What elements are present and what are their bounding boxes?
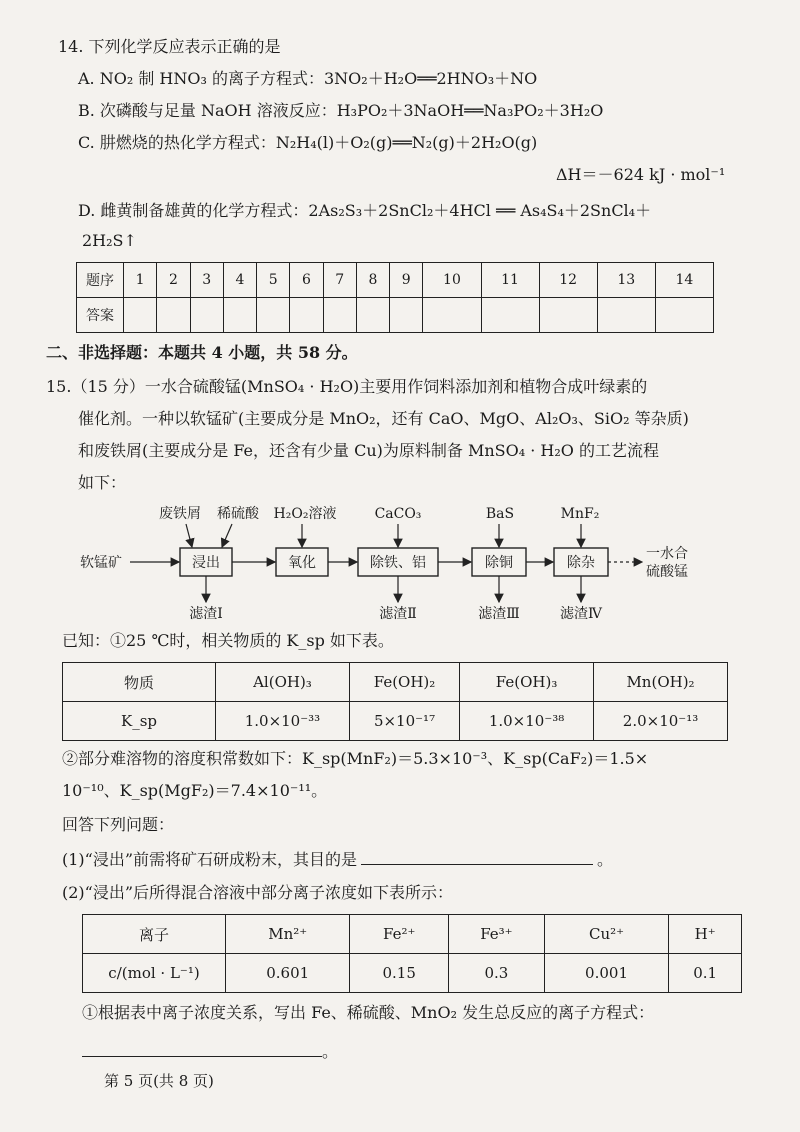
flow-input-caco3: CaCO₃ — [374, 506, 422, 522]
answer-cell-number: 13 — [597, 263, 655, 298]
answer-prompt: 回答下列问题： — [62, 815, 175, 834]
flow-product-line2: 硫酸锰 — [646, 564, 688, 580]
ion-header-cell: Fe³⁺ — [448, 915, 544, 954]
ion-header-cell: Fe²⁺ — [350, 915, 449, 954]
ksp-header-cell: Fe(OH)₂ — [349, 663, 459, 702]
ion-value-cell: 0.3 — [448, 954, 544, 993]
flow-residue-3: 滤渣Ⅲ — [478, 606, 520, 622]
flow-box-leaching-label: 浸出 — [192, 555, 220, 571]
answer-cell-number: 2 — [157, 263, 190, 298]
subquestion-2: (2)“浸出”后所得混合溶液中部分离子浓度如下表所示： — [62, 883, 454, 902]
flow-input-bas: BaS — [485, 506, 515, 522]
ion-value-cell: 0.001 — [544, 954, 668, 993]
known-condition-2-line1: ②部分难溶物的溶度积常数如下：K_sp(MnF₂)＝5.3×10⁻³、K_sp(CaF₂)＝1.5× — [62, 749, 649, 768]
q15-paragraph-line2: 催化剂。一种以软锰矿(主要成分是 MnO₂，还有 CaO、MgO、Al₂O₃、SiO₂ 等杂质) — [78, 409, 689, 428]
ksp-header-cell: 物质 — [63, 663, 216, 702]
answer-cell[interactable] — [539, 298, 597, 333]
answer-cell-number: 9 — [390, 263, 423, 298]
answer-cell-number: 11 — [481, 263, 539, 298]
answer-cell[interactable] — [257, 298, 290, 333]
answer-cell-number: 7 — [323, 263, 356, 298]
subquestion-2-1-answer-blank[interactable] — [82, 1040, 322, 1057]
answer-cell[interactable] — [323, 298, 356, 333]
known-condition-1: 已知：①25 ℃时，相关物质的 K_sp 如下表。 — [62, 631, 394, 650]
answer-cell-number: 14 — [655, 263, 713, 298]
answer-table-header-row — [77, 263, 714, 298]
answer-table-answer-row — [77, 298, 714, 333]
q15-paragraph-line4: 如下： — [78, 473, 127, 492]
flow-input-h2o2: H₂O₂溶液 — [273, 506, 337, 522]
subquestion-1-text: (1)“浸出”前需将矿石研成粉末，其目的是 — [62, 850, 358, 869]
answer-cell[interactable] — [223, 298, 256, 333]
answer-table — [76, 262, 714, 333]
subquestion-1-period: 。 — [597, 850, 614, 869]
answer-cell[interactable] — [356, 298, 389, 333]
answer-table-label: 答案 — [77, 298, 124, 333]
q14-option-d-line1: D. 雌黄制备雄黄的化学方程式：2As₂S₃＋2SnCl₂＋4HCl ══ As₄S₄＋2SnCl₄＋ — [78, 201, 652, 220]
flow-product-line1: 一水合 — [646, 546, 688, 562]
flow-box-remove-impurity-label: 除杂 — [567, 555, 595, 571]
flow-box-oxidation-label: 氧化 — [288, 555, 316, 571]
subquestion-2-1-period: 。 — [322, 1042, 339, 1061]
answer-cell[interactable] — [290, 298, 323, 333]
answer-cell-number: 3 — [190, 263, 223, 298]
answer-cell[interactable] — [390, 298, 423, 333]
ion-table-value-row — [83, 954, 742, 993]
answer-cell-number: 10 — [423, 263, 481, 298]
answer-cell[interactable] — [124, 298, 157, 333]
q15-paragraph-line3: 和废铁屑(主要成分是 Fe，还含有少量 Cu)为原料制备 MnSO₄ · H₂O 的工艺流程 — [78, 441, 659, 460]
ksp-table-value-row — [63, 702, 728, 741]
answer-cell-number: 12 — [539, 263, 597, 298]
q14-option-c-enthalpy: ΔH＝－624 kJ · mol⁻¹ — [556, 165, 726, 184]
flow-residue-2: 滤渣Ⅱ — [379, 606, 417, 622]
subquestion-2-1-answer-line — [82, 1040, 338, 1063]
q14-option-a: A. NO₂ 制 HNO₃ 的离子方程式：3NO₂＋H₂O══2HNO₃＋NO — [78, 69, 538, 88]
page-footer: 第 5 页(共 8 页) — [104, 1072, 214, 1090]
ksp-table-header-row — [63, 663, 728, 702]
answer-cell[interactable] — [655, 298, 713, 333]
ksp-header-cell: Fe(OH)₃ — [460, 663, 594, 702]
ion-header-cell: 离子 — [83, 915, 226, 954]
q15-paragraph-line1: 15.（15 分）一水合硫酸锰(MnSO₄ · H₂O)主要用作饲料添加剂和植物合成叶绿素的 — [46, 377, 648, 396]
ion-header-cell: Cu²⁺ — [544, 915, 668, 954]
q14-option-b: B. 次磷酸与足量 NaOH 溶液反应：H₃PO₂＋3NaOH══Na₃PO₂＋3H₂O — [78, 101, 604, 120]
answer-cell-number: 8 — [356, 263, 389, 298]
ion-value-cell: c/(mol · L⁻¹) — [83, 954, 226, 993]
ion-value-cell: 0.1 — [669, 954, 742, 993]
flow-input-mnf2: MnF₂ — [560, 506, 600, 522]
q14-option-d-line2: 2H₂S↑ — [82, 231, 137, 250]
section-heading: 二、非选择题：本题共 4 小题，共 58 分。 — [46, 343, 358, 362]
answer-cell[interactable] — [481, 298, 539, 333]
ion-concentration-table — [82, 914, 742, 993]
ksp-value-cell: 1.0×10⁻³³ — [216, 702, 350, 741]
ion-header-cell: Mn²⁺ — [226, 915, 350, 954]
answer-cell-number: 1 — [124, 263, 157, 298]
answer-cell[interactable] — [157, 298, 190, 333]
flow-residue-1: 滤渣Ⅰ — [189, 606, 223, 622]
ksp-value-cell: 5×10⁻¹⁷ — [349, 702, 459, 741]
flow-start-pyrolusite: 软锰矿 — [80, 555, 122, 571]
ion-value-cell: 0.15 — [350, 954, 449, 993]
flow-input-dilute-h2so4: 稀硫酸 — [217, 506, 259, 522]
ksp-header-cell: Mn(OH)₂ — [594, 663, 728, 702]
known-condition-2-line2: 10⁻¹⁰、K_sp(MgF₂)＝7.4×10⁻¹¹。 — [62, 781, 328, 800]
ksp-header-cell: Al(OH)₃ — [216, 663, 350, 702]
answer-cell[interactable] — [190, 298, 223, 333]
flow-box-remove-fe-al-label: 除铁、铝 — [370, 555, 426, 571]
ksp-value-cell: 2.0×10⁻¹³ — [594, 702, 728, 741]
answer-cell-number: 6 — [290, 263, 323, 298]
answer-cell[interactable] — [597, 298, 655, 333]
ksp-table — [62, 662, 728, 741]
process-flow-diagram — [80, 500, 720, 630]
flow-residue-4: 滤渣Ⅳ — [560, 606, 602, 622]
subquestion-1 — [62, 848, 613, 871]
ion-header-cell: H⁺ — [669, 915, 742, 954]
flow-input-scrap-iron: 废铁屑 — [159, 506, 201, 522]
ion-table-header-row — [83, 915, 742, 954]
ion-value-cell: 0.601 — [226, 954, 350, 993]
subquestion-2-1: ①根据表中离子浓度关系，写出 Fe、稀硫酸、MnO₂ 发生总反应的离子方程式： — [82, 1003, 655, 1022]
answer-cell-number: 5 — [257, 263, 290, 298]
ksp-value-cell: 1.0×10⁻³⁸ — [460, 702, 594, 741]
flow-box-remove-cu-label: 除铜 — [485, 555, 513, 571]
answer-cell-number: 4 — [223, 263, 256, 298]
subquestion-1-answer-blank[interactable] — [361, 848, 593, 865]
answer-table-label: 题序 — [77, 263, 124, 298]
q14-stem: 14. 下列化学反应表示正确的是 — [58, 37, 281, 56]
ksp-value-cell: K_sp — [63, 702, 216, 741]
answer-cell[interactable] — [423, 298, 481, 333]
q14-option-c: C. 肼燃烧的热化学方程式：N₂H₄(l)＋O₂(g)══N₂(g)＋2H₂O(g) — [78, 133, 538, 152]
